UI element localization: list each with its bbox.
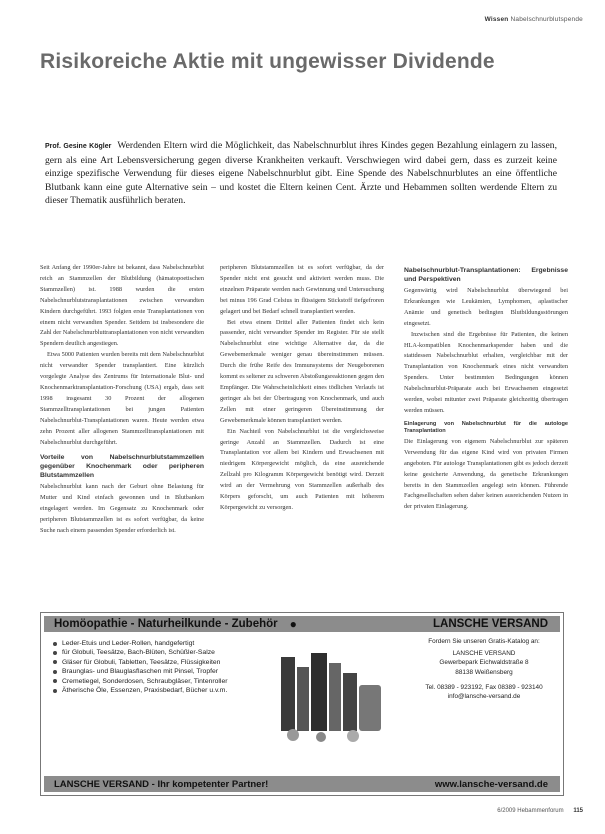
page-number: 115 — [573, 808, 583, 814]
page-footer — [497, 808, 583, 814]
ad-top-band — [44, 616, 560, 632]
ad-brand: LANSCHE VERSAND — [432, 618, 548, 630]
ad-item: Braunglas- und Blauglasflaschen mit Pinsel, Tropfer — [53, 667, 263, 676]
author-name: Prof. Gesine Kögler — [45, 143, 112, 150]
paragraph: Bei etwa einem Drittel aller Patienten findet sich kein passender, nicht verwandter Spender im Register. Für sie stellt Nabelschnurblut eine wichtige Alternative dar, da die Gewebemerkmale weniger genau übereinstimmen müssen. Durch die frühe Reife des Immunsystems der Neugeborenen kommt es seltener zu schweren Abstoßungsreaktionen gegen den Empfänger. Die Wahrscheinlichkeit eines tödlichen Verlaufs ist geringer als bei der Übertragung von Knochenmark, und auch Zellen mit einer geringeren Übereinstimmung der Gewebemerkmale können transplantiert werden. — [220, 318, 384, 424]
column-2 — [220, 263, 384, 514]
ad-email[interactable]: info@lansche-versand.de — [447, 693, 521, 701]
ad-contact — [409, 637, 559, 701]
product-photo — [273, 645, 393, 745]
ad-contact-line: Gewerbepark Eichwaldstraße 8 — [439, 659, 529, 667]
ad-slogan: Homöopathie - Naturheilkunde - Zubehör — [54, 618, 278, 630]
issue-number: 6/2009 — [497, 808, 516, 814]
column-3 — [404, 266, 568, 513]
ad-item: Ätherische Öle, Essenzen, Praxisbedarf, Bücher u.v.m. — [53, 686, 263, 695]
ad-phone: Tel. 08389 - 923192, Fax 08389 - 923140 — [425, 683, 543, 691]
article-lead — [45, 139, 557, 208]
article-title: Risikoreiche Aktie mit ungewisser Dividende — [40, 50, 495, 73]
paragraph: peripheren Blutstammzellen ist es sofort verfügbar, da der Spender nicht erst gesucht und aktiviert werden muss. Die einzelnen Präparate werden nach Gewinnung und Untersuchung bei minus 196 Grad Celsius in flüssigem Stickstoff tiefgefroren gelagert und bei Bedarf schnell transplantiert werden. — [220, 264, 384, 315]
running-header — [485, 16, 583, 23]
header-topic: Nabelschnurblutspende — [510, 16, 583, 23]
paragraph: Etwa 5000 Patienten wurden bereits mit dem Nabelschnurblut nicht verwandter Spender transplantiert. Eine kürzlich vorgelegte Analyse des Zentrums für Internationale Blut- und Knochenmarktransplantation-Forschung (USA) ergab, dass seit 1998 insgesamt 30 Prozent der allogenen Stammzelltransplantationen bei jungen Patienten Nabelschnurblut-Transplantationen waren. Heute werden etwa zehn Prozent aller allogenen Stammzelltransplantationen mit Nabelschnurblut durchgeführt. — [40, 351, 204, 446]
paragraph: Inzwischen sind die Ergebnisse für Patienten, die keinen HLA-kompatiblen Knochenmarkspender haben und die stattdessen Nabelschnurblut erhalten, vergleichbar mit der Transplantation von Knochenmark eines nicht verwandten Spenders. Unter bestimmten Bedingungen können Nabelschnurblut-Präparate auch bei Erwachsenen eingesetzt werden, wobei mitunter zwei Präparate gleichzeitig übertragen werden müssen. — [404, 330, 568, 414]
subheading: Vorteile von Nabelschnurblutstammzellen gegenüber Knochenmark oder peripheren Blutstammzellen — [40, 454, 204, 480]
bullet-icon: ● — [289, 617, 297, 631]
ad-item: Leder-Etuis und Leder-Rollen, handgefertigt — [53, 639, 263, 648]
ad-tagline: LANSCHE VERSAND - Ihr kompetenter Partner! — [54, 778, 269, 790]
ad-contact-line: LANSCHE VERSAND — [452, 650, 516, 658]
ad-contact-line: Fordern Sie unseren Gratis-Katalog an: — [428, 638, 540, 645]
subheading: Einlagerung von Nabelschnurblut für die autologe Transplantation — [404, 420, 568, 435]
header-section: Wissen — [484, 16, 509, 23]
ad-contact-line: 88138 Weißensberg — [455, 668, 513, 676]
paragraph: Seit Anfang der 1990er-Jahre ist bekannt, dass Nabelschnurblut reich an Stammzellen der Blutbildung (hämatopoetischen Stammzellen) ist. 1988 wurden die ersten Nabelschnurblutstransplantationen zwischen verwandten Kindern durchgeführt. 1993 folgten erste Transplantationen von einem nicht verwandten Spender. Seitdem ist insbesondere die Zahl der Nabelschnurbluttransplantationen von nicht verwandten Spendern deutlich angestiegen. — [40, 264, 204, 348]
magazine-name: Hebammenforum — [517, 808, 564, 814]
ad-bottom-band — [44, 776, 560, 792]
paragraph: Gegenwärtig wird Nabelschnurblut überwiegend bei Erkrankungen wie Leukämien, Lymphomen, aplastischer Anämie und genetisch bedingten Blutbildungsstörungen eingesetzt. — [404, 287, 568, 327]
ad-item: Cremetiegel, Sonderdosen, Schraubgläser, Tintenroller — [53, 677, 263, 686]
ad-item: Gläser für Globuli, Tabletten, Teesätze, Flüssigkeiten — [53, 658, 263, 667]
ad-product-list — [53, 639, 263, 695]
paragraph: Nabelschnurblut kann nach der Geburt ohne Belastung für Mutter und Kind einfach gewonnen und in Blutbanken eingelagert werden. Im Gegensatz zu Knochenmark oder peripheren Blutstammzellen ist es sofort verfügbar, da keine Suche nach einem passenden Spender erforderlich ist. — [40, 483, 204, 535]
lead-text: Werdenden Eltern wird die Möglichkeit, das Nabelschnurblut ihres Kindes gegen Bezahlung einlagern zu lassen, gern als eine Art Lebensversicherung gegen diverse Krankheiten verkauft. Verschwiegen wird dabei gern, dass es zurzeit keine einzige spezifische Verwendung für dieses eigene Nabelschnurblut gibt. Eine Spende des Nabelschnurblutes an eine öffentliche Blutbank kann eine gute Alternative sein – und kostet die Eltern keinen Cent. Ärzte und Hebammen sollten werdende Eltern zu dieser Thematik ausführlich beraten. — [45, 140, 557, 207]
advertisement[interactable] — [40, 612, 564, 796]
column-1 — [40, 263, 204, 537]
ad-website[interactable]: www.lansche-versand.de — [434, 778, 548, 790]
paragraph: Die Einlagerung von eigenem Nabelschnurblut zur späteren Verwendung für das eigene Kind wird von privaten Firmen angeboten. Für autologe Transplantationen gibt es jedoch derzeit keine gesicherte Anwendung, da genetische Erkrankungen bereits in den Stammzellen angelegt sein können. Führende Fachgesellschaften sehen daher keinen ausreichenden Nutzen in der privaten Einlagerung. — [404, 437, 568, 511]
subheading: Nabelschnurblut-Transplantationen: Ergebnisse und Perspektiven — [404, 267, 568, 283]
paragraph: Ein Nachteil von Nabelschnurblut ist die vergleichsweise geringe Anzahl an Stammzellen. Dadurch ist eine Transplantation vor allem bei Kindern und Erwachsenen mit niedrigem Körpergewicht möglich, da eine ausreichende Zellzahl pro Kilogramm Körpergewicht benötigt wird. Derzeit wird an der Vermehrung von Stammzellen außerhalb des Körpers geforscht, um auch Patienten mit höherem Körpergewicht zu versorgen. — [220, 427, 384, 511]
ad-item: für Globuli, Teesätze, Bach-Blüten, Schüßler-Salze — [53, 648, 263, 657]
